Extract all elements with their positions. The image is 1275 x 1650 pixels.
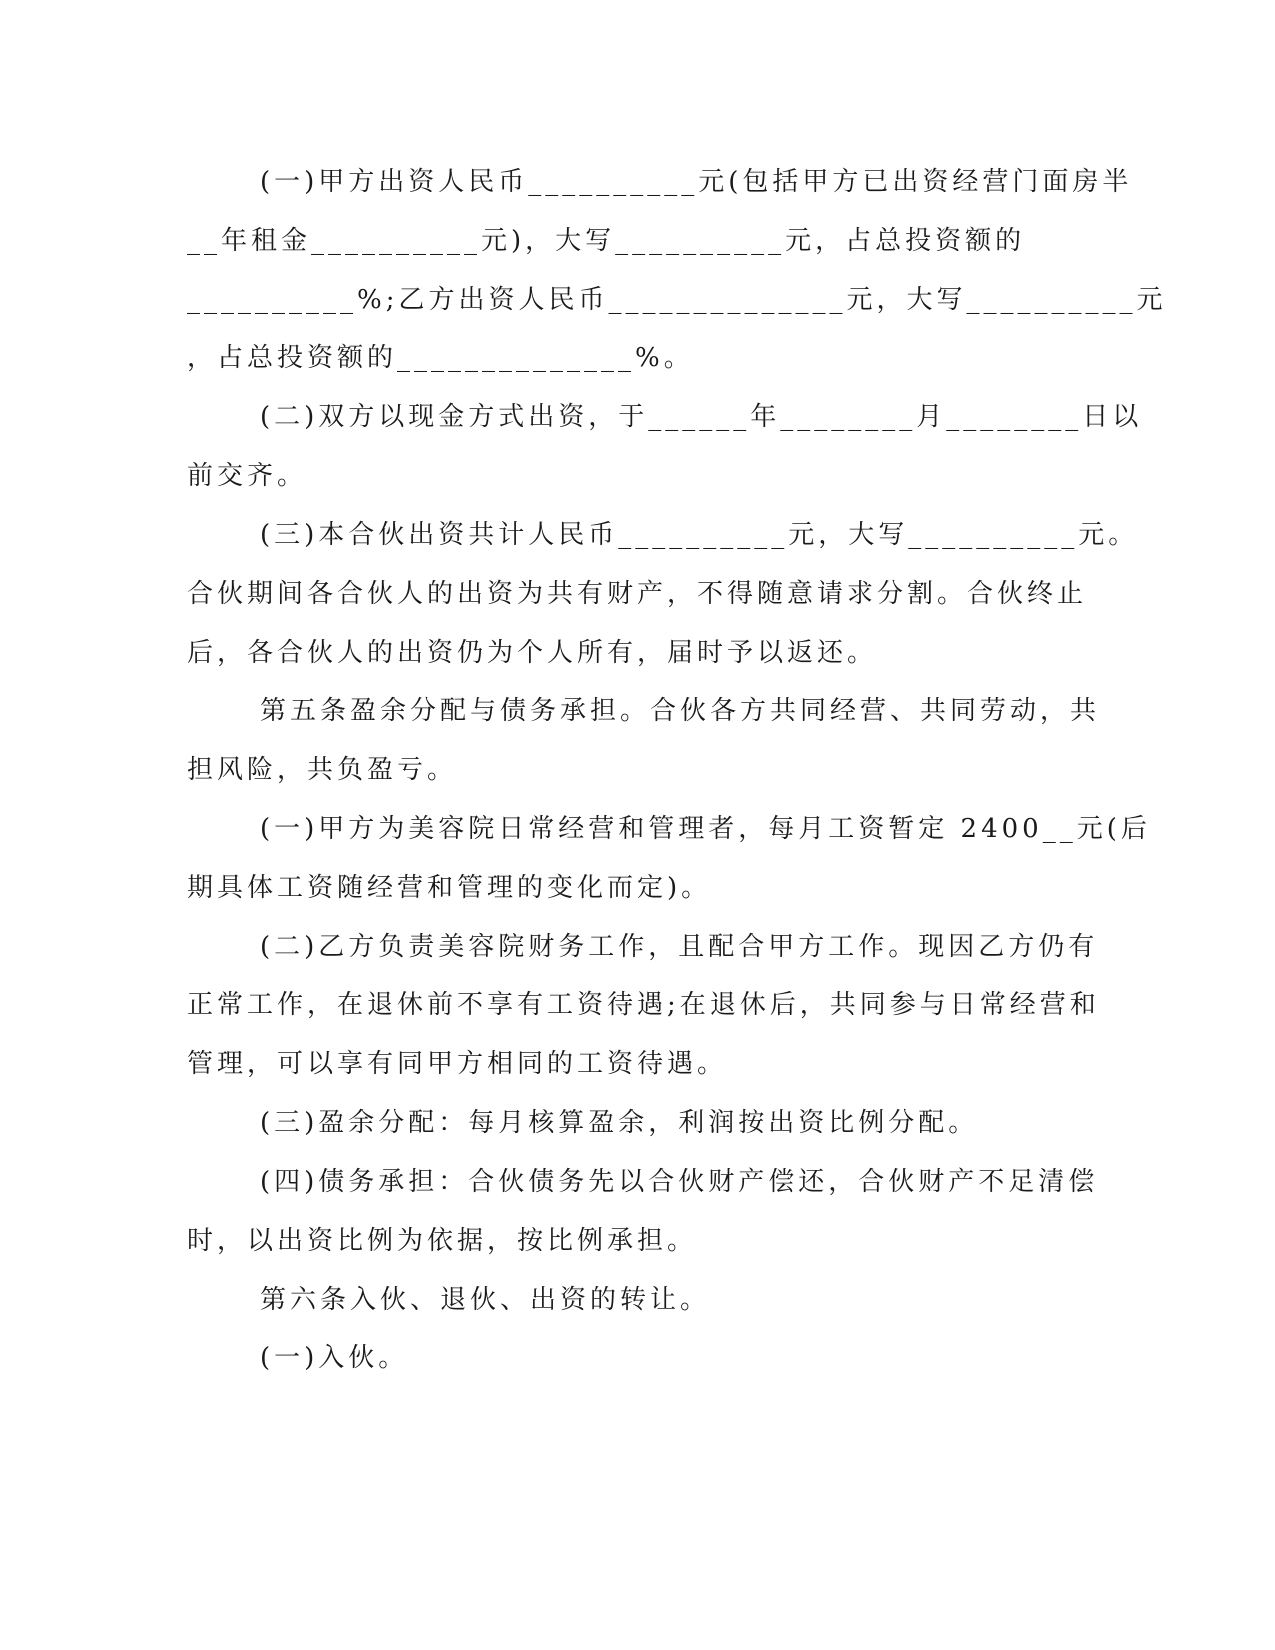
contract-line: (三)盈余分配：每月核算盈余，利润按出资比例分配。 [260,1108,979,1138]
contract-line: 第六条入伙、退伙、出资的转让。 [260,1285,711,1315]
contract-line: (一)甲方出资人民币__________元(包括甲方已出资经营门面房半 [260,167,1133,197]
contract-line: 时，以出资比例为依据，按比例承担。 [187,1226,698,1256]
contract-line: (一)入伙。 [260,1343,409,1373]
contract-line: (一)甲方为美容院日常经营和管理者，每月工资暂定 2400__元(后 [260,814,1151,844]
contract-line: 担风险，共负盈亏。 [187,755,458,785]
contract-line: (二)双方以现金方式出资，于______年________月________日以 [260,402,1143,432]
contract-line: 合伙期间各合伙人的出资为共有财产，不得随意请求分割。合伙终止 [187,579,1088,609]
contract-line: 期具体工资随经营和管理的变化而定)。 [187,873,712,903]
contract-line: 管理，可以享有同甲方相同的工资待遇。 [187,1049,728,1079]
contract-line: 后，各合伙人的出资仍为个人所有，届时予以返还。 [187,638,878,668]
contract-line: 前交齐。 [187,461,308,491]
contract-line: ，占总投资额的______________%。 [187,343,694,373]
contract-line: (四)债务承担：合伙债务先以合伙财产偿还，合伙财产不足清偿 [260,1167,1099,1197]
contract-line: 第五条盈余分配与债务承担。合伙各方共同经营、共同劳动，共 [260,696,1101,726]
contract-line: (三)本合伙出资共计人民币__________元，大写__________元。 [260,520,1139,550]
contract-line: 正常工作，在退休前不享有工资待遇;在退休后，共同参与日常经营和 [187,990,1100,1020]
contract-line: (二)乙方负责美容院财务工作，且配合甲方工作。现因乙方仍有 [260,932,1099,962]
contract-line: __________%;乙方出资人民币______________元，大写__________元 [187,285,1167,315]
contract-line: __年租金__________元)，大写__________元，占总投资额的 [187,226,1026,256]
